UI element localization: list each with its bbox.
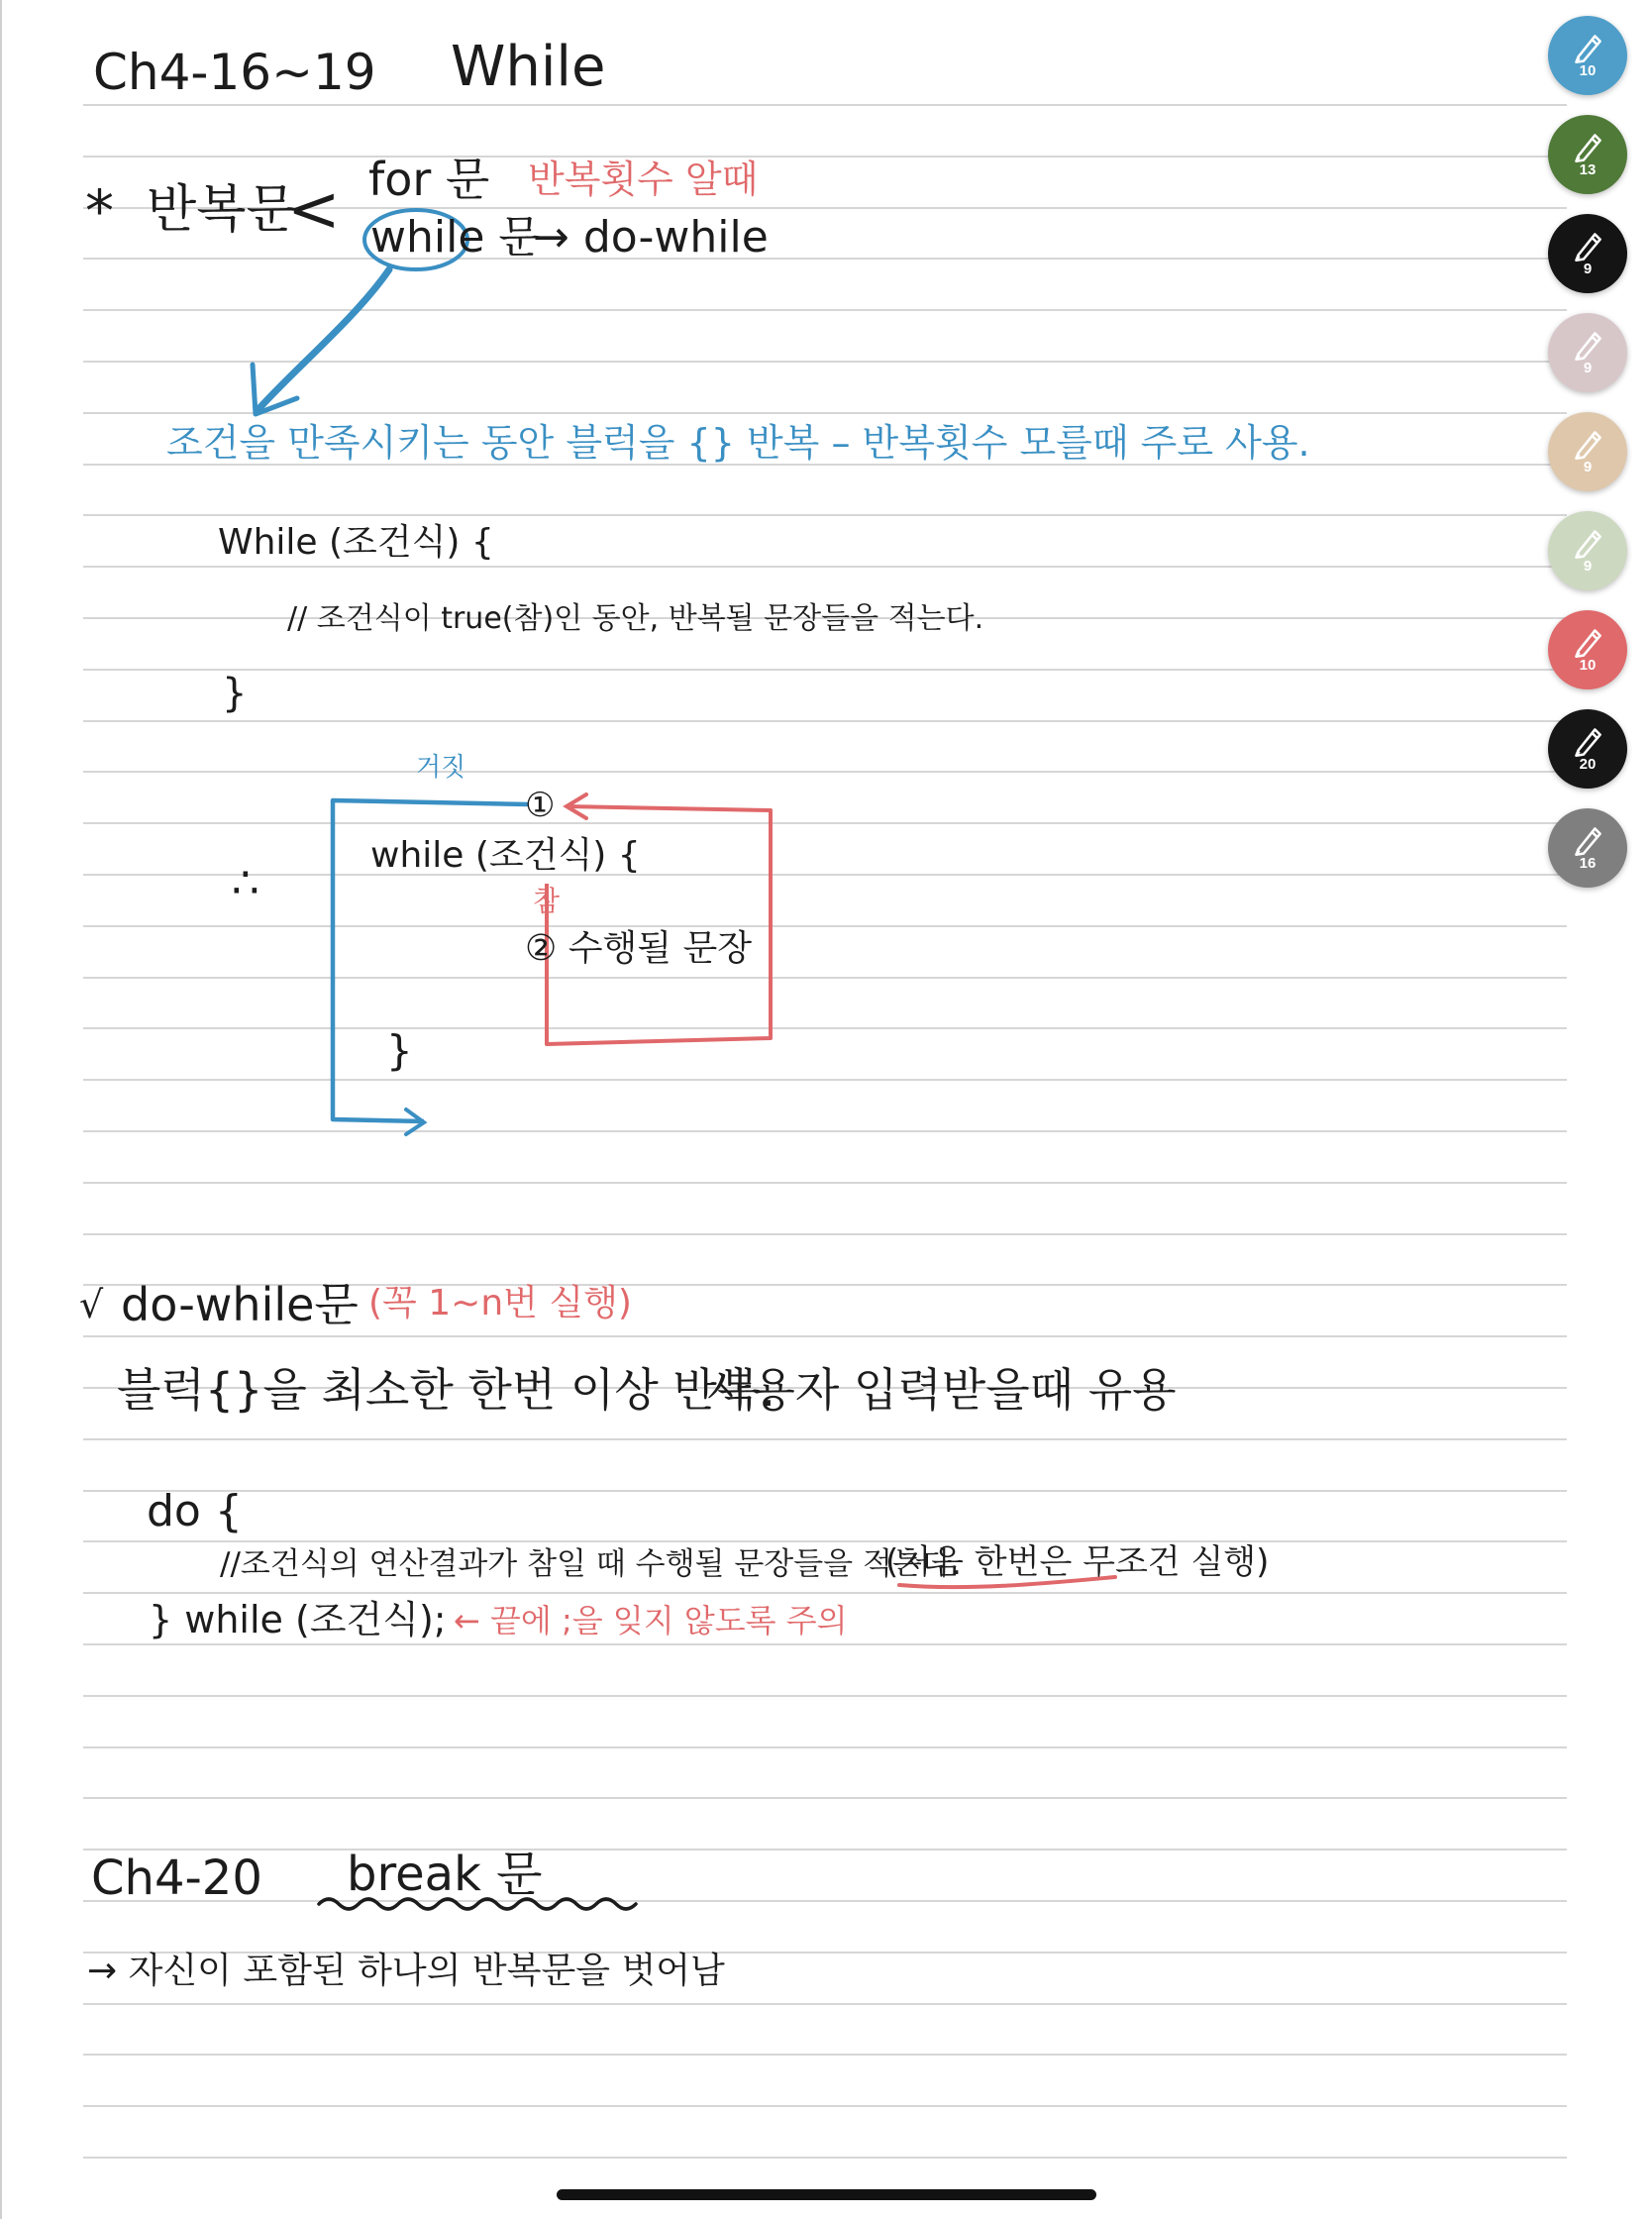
do-while-title: do-while문 [121, 1278, 359, 1331]
code-while-close: } [222, 671, 248, 716]
code-semicolon-note: ← 끝에 ;을 잊지 않도록 주의 [454, 1602, 848, 1639]
pen-button-sage-pen[interactable] [1548, 511, 1627, 590]
pen-size-label: 9 [1583, 557, 1593, 575]
pen-button-mauve-pen[interactable] [1548, 313, 1627, 392]
blue-arrow-stroke [259, 269, 389, 408]
pen-button-beige-pen[interactable] [1548, 412, 1627, 491]
pen-button-green-pen[interactable] [1548, 115, 1627, 194]
do-while-note: (꼭 1~n번 실행) [368, 1283, 632, 1323]
while-to-do-while: → do-while [533, 212, 769, 263]
code-do-while-footer: } while (조건식); [149, 1598, 447, 1641]
while-description: 조건을 만족시키는 동안 블럭을 {} 반복 – 반복횟수 모를때 주로 사용. [166, 421, 1310, 465]
for-note: 반복횟수 알때 [528, 158, 759, 201]
while-label: while 문 [370, 212, 541, 263]
break-chapter-label: Ch4-20 [91, 1850, 262, 1906]
true-label: 참 [533, 885, 561, 917]
pen-size-label: 10 [1579, 61, 1597, 79]
pen-size-label: 10 [1579, 656, 1597, 674]
pen-size-label: 20 [1579, 755, 1597, 773]
bracket-mark: < [287, 173, 341, 247]
pen-size-label: 16 [1579, 854, 1597, 872]
pen-button-red-pen[interactable] [1548, 610, 1627, 689]
therefore-symbol: ∴ [232, 858, 259, 908]
step-one-marker: ① [525, 786, 556, 825]
home-indicator[interactable] [557, 2189, 1096, 2200]
code-while-header: While (조건식) { [218, 522, 494, 563]
loop-term: 반복문 [147, 180, 296, 240]
do-while-usage: 사용자 입력받을때 유용 [707, 1363, 1177, 1417]
pen-size-label: 13 [1579, 160, 1597, 178]
pen-button-black-thick-pen[interactable] [1548, 709, 1627, 789]
code-while-comment: // 조건식이 true(참)인 동안, 반복될 문장들을 적는다. [287, 601, 984, 636]
pen-button-gray-pen[interactable] [1548, 808, 1627, 888]
diagram-step-two: ② 수행될 문장 [525, 928, 753, 969]
code-do: do { [147, 1486, 243, 1536]
pen-button-black-pen[interactable] [1548, 214, 1627, 293]
break-description: → 자신이 포함된 하나의 반복문을 벗어남 [87, 1951, 725, 1991]
code-do-comment: //조건식의 연산결과가 참일 때 수행될 문장들을 적는다. [220, 1546, 962, 1582]
false-label: 거짓 [416, 753, 466, 783]
break-title: break 문 [347, 1847, 543, 1902]
diagram-close-brace: } [386, 1026, 413, 1075]
pen-size-label: 9 [1583, 260, 1593, 277]
code-do-comment-paren: (처음 한번은 무조건 실행) [885, 1542, 1270, 1582]
page-title: While [451, 35, 606, 99]
for-label: for 문 [368, 153, 490, 206]
diagram-while-header: while (조건식) { [370, 835, 641, 876]
pen-button-blue-pen[interactable] [1548, 16, 1627, 95]
check-mark: √ [79, 1283, 104, 1326]
do-while-desc: 블럭{}을 최소한 한번 이상 반복. [117, 1363, 775, 1417]
pen-size-label: 9 [1583, 458, 1593, 476]
asterisk-bullet: * [85, 177, 114, 245]
pen-size-label: 9 [1583, 359, 1593, 376]
chapter-label: Ch4-16~19 [93, 44, 376, 101]
